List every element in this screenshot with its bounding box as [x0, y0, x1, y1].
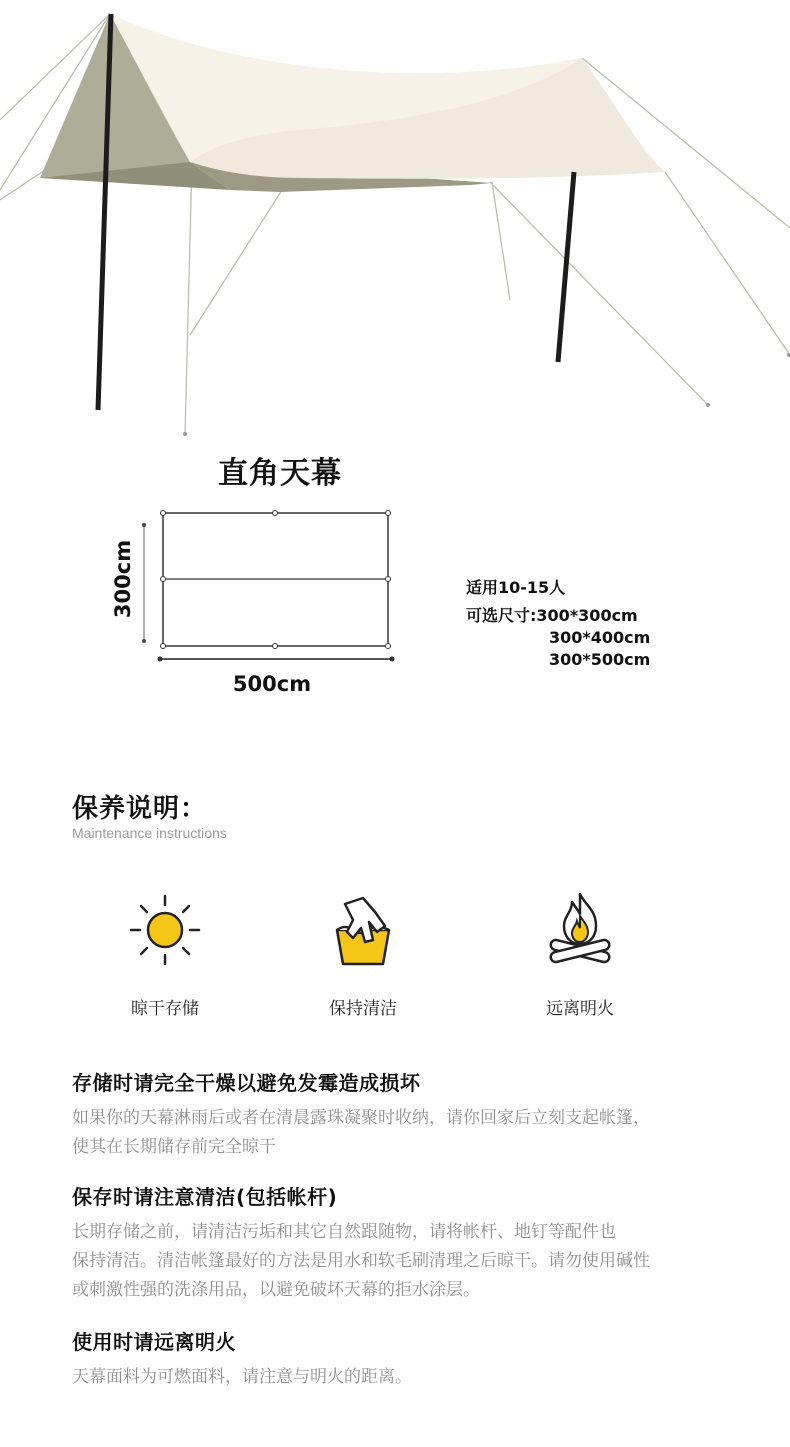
- tip-text: 长期存储之前，请清洁污垢和其它自然跟随物，请将帐杆、地钉等配件也: [72, 1222, 616, 1242]
- hand-wash-icon: [323, 890, 403, 970]
- tip-block-storage: [72, 1067, 752, 1162]
- sun-icon: [125, 890, 205, 970]
- spec-title: 直角天幕: [218, 456, 342, 491]
- tip-text: 天幕面料为可燃面料，请注意与明火的距离。: [72, 1367, 412, 1387]
- width-dimension-label: 500cm: [232, 672, 312, 696]
- tip-text: 使其在长期储存前完全晾干: [72, 1137, 276, 1157]
- care-label: 晾干存储: [131, 999, 199, 1019]
- maintenance-subtitle: Maintenance instructions: [72, 825, 227, 841]
- care-item-dry: [80, 890, 250, 1019]
- tip-title: 存储时请完全干燥以避免发霉造成损坏: [72, 1071, 421, 1095]
- sizes-label: 可选尺寸:: [466, 606, 537, 625]
- tip-block-cleaning: [72, 1181, 752, 1305]
- size-option: 300*400cm: [549, 628, 651, 647]
- size-option: 300*300cm: [536, 606, 638, 625]
- care-label: 保持清洁: [329, 999, 397, 1019]
- tip-text: 如果你的天幕淋雨后或者在清晨露珠凝聚时收纳，请你回家后立刻支起帐篷，: [72, 1108, 650, 1128]
- tip-block-fire: [72, 1326, 752, 1392]
- size-options: [466, 605, 650, 671]
- height-dimension-label: 300cm: [111, 539, 135, 619]
- care-item-fire: [495, 890, 665, 1019]
- tip-title: 保存时请注意清洁(包括帐杆): [72, 1185, 338, 1209]
- tip-text: 保持清洁。清洁帐篷最好的方法是用水和软毛刷清理之后晾干。请勿使用碱性: [72, 1251, 650, 1271]
- spec-info: [466, 577, 650, 671]
- tip-text: 或刺激性强的洗涤用品，以避免破坏天幕的拒水涂层。: [72, 1280, 480, 1300]
- tarp-dimension-diagram: [130, 505, 400, 674]
- tip-title: 使用时请远离明火: [72, 1330, 236, 1354]
- capacity-text: 适用10-15人: [466, 578, 566, 597]
- size-option: 300*500cm: [549, 650, 651, 669]
- campfire-icon: [540, 890, 620, 970]
- care-label: 远离明火: [546, 999, 614, 1019]
- tarp-product-image: [0, 0, 790, 445]
- maintenance-title: 保养说明：: [72, 794, 208, 824]
- care-item-clean: [278, 890, 448, 1019]
